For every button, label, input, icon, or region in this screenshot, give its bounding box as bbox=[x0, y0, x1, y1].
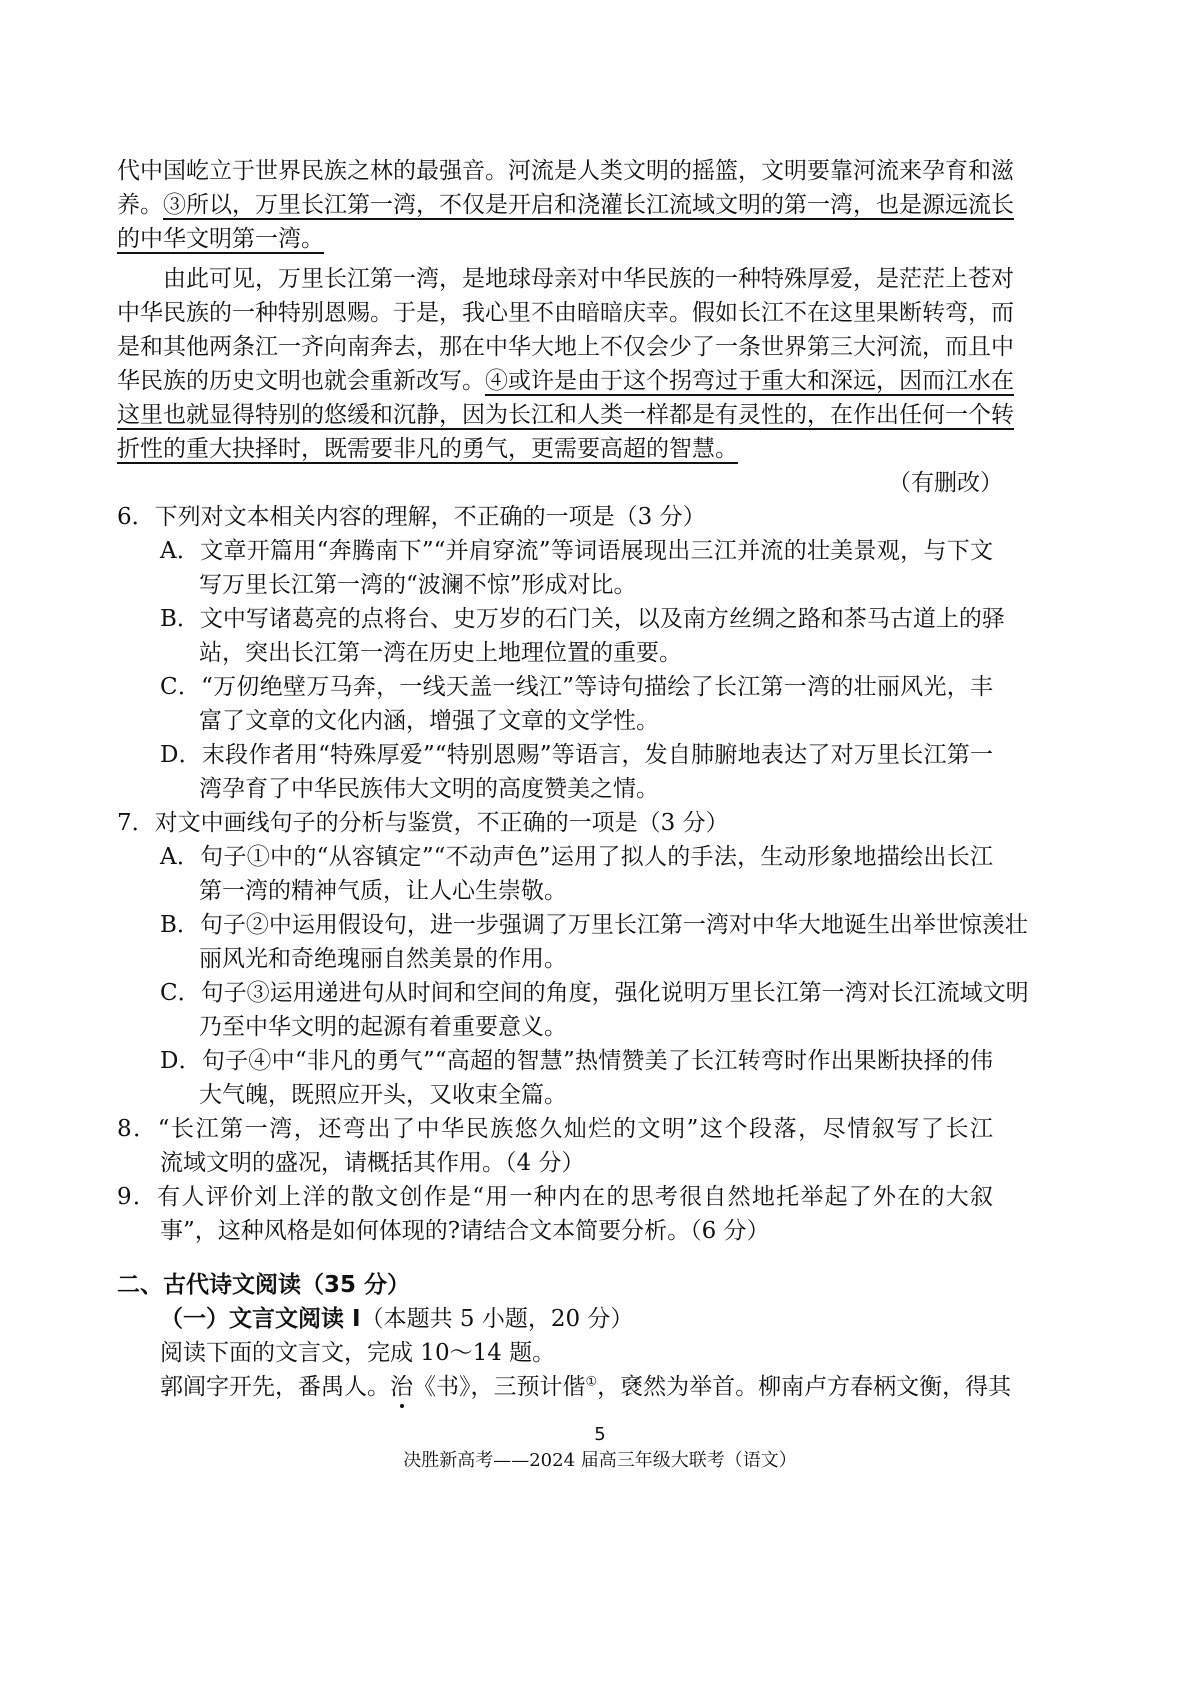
passage-text: 华民族的历史文明也就会重新改写。 bbox=[117, 368, 485, 394]
edit-note: （有删改） bbox=[888, 470, 1003, 496]
classical-text: 郭阊字开先，番禺人。 bbox=[160, 1374, 390, 1400]
question-6-option-a: 写万里长江第一湾的“波澜不惊”形成对比。 bbox=[199, 572, 637, 598]
subsection-info: （本题共 5 小题，20 分） bbox=[360, 1306, 634, 1332]
passage-line bbox=[117, 364, 1014, 398]
classical-text-line bbox=[160, 1370, 1011, 1404]
question-8: 流域文明的盛况，请概括其作用。（4 分） bbox=[160, 1150, 585, 1176]
passage-line bbox=[117, 398, 1014, 432]
passage-line: 代中国屹立于世界民族之林的最强音。河流是人类文明的摇篮，文明要靠河流来孕育和滋 bbox=[117, 158, 1014, 184]
question-6-option-d: 湾孕育了中华民族伟大文明的高度赞美之情。 bbox=[199, 776, 659, 802]
question-7-option-c: C．句子③运用递进句从时间和空间的角度，强化说明万里长江第一湾对长江流域文明 bbox=[160, 980, 1029, 1006]
passage-line bbox=[117, 432, 738, 466]
passage-line: 中华民族的一种特别恩赐。于是，我心里不由暗暗庆幸。假如长江不在这里果断转弯，而 bbox=[117, 300, 1014, 326]
passage-line bbox=[117, 222, 324, 256]
classical-text: 《书》，三预计偕 bbox=[413, 1374, 586, 1400]
question-7-option-a: 第一湾的精神气质，让人心生崇敬。 bbox=[199, 878, 567, 904]
question-7-option-d: 大气魄，既照应开头，又收束全篇。 bbox=[199, 1082, 567, 1108]
question-6-option-a: A．文章开篇用“奔腾南下”“并肩穿流”等词语展现出三江并流的壮美景观，与下文 bbox=[160, 538, 993, 564]
underlined-sentence-3: ③所以，万里长江第一湾，不仅是开启和浇灌长江流域文明的第一湾，也是源远流长 bbox=[163, 192, 1014, 218]
question-7-option-b: 丽风光和奇绝瑰丽自然美景的作用。 bbox=[199, 946, 567, 972]
subsection-heading bbox=[160, 1302, 633, 1336]
question-7-option-d: D．句子④中“非凡的勇气”“高超的智慧”热情赞美了长江转弯时作出果断抉择的伟 bbox=[160, 1048, 993, 1074]
footnote-marker: ① bbox=[585, 1374, 598, 1390]
question-8: 8．“长江第一湾，还弯出了中华民族悠久灿烂的文明”这个段落，尽情叙写了长江 bbox=[117, 1116, 993, 1142]
question-6-option-c: C．“万仞绝壁万马奔，一线天盖一线江”等诗句描绘了长江第一湾的壮丽风光，丰 bbox=[160, 674, 993, 700]
question-7-stem: 7．对文中画线句子的分析与鉴赏，不正确的一项是（3 分） bbox=[117, 810, 729, 836]
question-6-option-b: B．文中写诸葛亮的点将台、史万岁的石门关，以及南方丝绸之路和茶马古道上的驿 bbox=[160, 606, 1005, 632]
reading-instruction: 阅读下面的文言文，完成 10～14 题。 bbox=[160, 1340, 556, 1366]
question-7-option-c: 乃至中华文明的起源有着重要意义。 bbox=[199, 1014, 567, 1040]
question-6-option-b: 站，突出长江第一湾在历史上地理位置的重要。 bbox=[199, 640, 682, 666]
question-6-option-c: 富了文章的文化内涵，增强了文章的文学性。 bbox=[199, 708, 659, 734]
section-heading: 二、古代诗文阅读（35 分） bbox=[117, 1272, 411, 1298]
underlined-sentence-4: 这里也就显得特别的悠缓和沉静，因为长江和人类一样都是有灵性的，在作出任何一个转 bbox=[117, 402, 1014, 428]
exam-title-footer: 决胜新高考——2024 届高三年级大联考（语文） bbox=[403, 1450, 797, 1471]
passage-line bbox=[117, 188, 1014, 222]
underlined-sentence-4: ④或许是由于这个拐弯过于重大和深远，因而江水在 bbox=[485, 368, 1014, 394]
emphasis-dot-char: 治 bbox=[390, 1374, 413, 1400]
subsection-title: （一）文言文阅读 I bbox=[160, 1306, 361, 1332]
page-number: 5 bbox=[594, 1424, 606, 1445]
classical-text: ，褎然为举首。柳南卢方春柄文衡，得其 bbox=[597, 1374, 1012, 1400]
passage-line: 是和其他两条江一齐向南奔去，那在中华大地上不仅会少了一条世界第三大河流，而且中 bbox=[117, 334, 1014, 360]
question-9: 事”，这种风格是如何体现的?请结合文本简要分析。（6 分） bbox=[160, 1218, 770, 1244]
question-9: 9．有人评价刘上洋的散文创作是“用一种内在的思考很自然地托举起了外在的大叙 bbox=[117, 1184, 993, 1210]
underlined-sentence-4-end: 折性的重大抉择时，既需要非凡的勇气，更需要高超的智慧。 bbox=[117, 436, 738, 462]
passage-line: 由此可见，万里长江第一湾，是地球母亲对中华民族的一种特殊厚爱，是茫茫上苍对 bbox=[163, 266, 1014, 292]
passage-text: 养。 bbox=[117, 192, 163, 218]
question-6-option-d: D．末段作者用“特殊厚爱”“特别恩赐”等语言，发自肺腑地表达了对万里长江第一 bbox=[160, 742, 993, 768]
question-7-option-a: A．句子①中的“从容镇定”“不动声色”运用了拟人的手法，生动形象地描绘出长江 bbox=[160, 844, 993, 870]
question-7-option-b: B．句子②中运用假设句，进一步强调了万里长江第一湾对中华大地诞生出举世惊羡壮 bbox=[160, 912, 1028, 938]
underlined-sentence-3-end: 的中华文明第一湾。 bbox=[117, 226, 324, 252]
question-6-stem: 6．下列对文本相关内容的理解，不正确的一项是（3 分） bbox=[117, 504, 706, 530]
